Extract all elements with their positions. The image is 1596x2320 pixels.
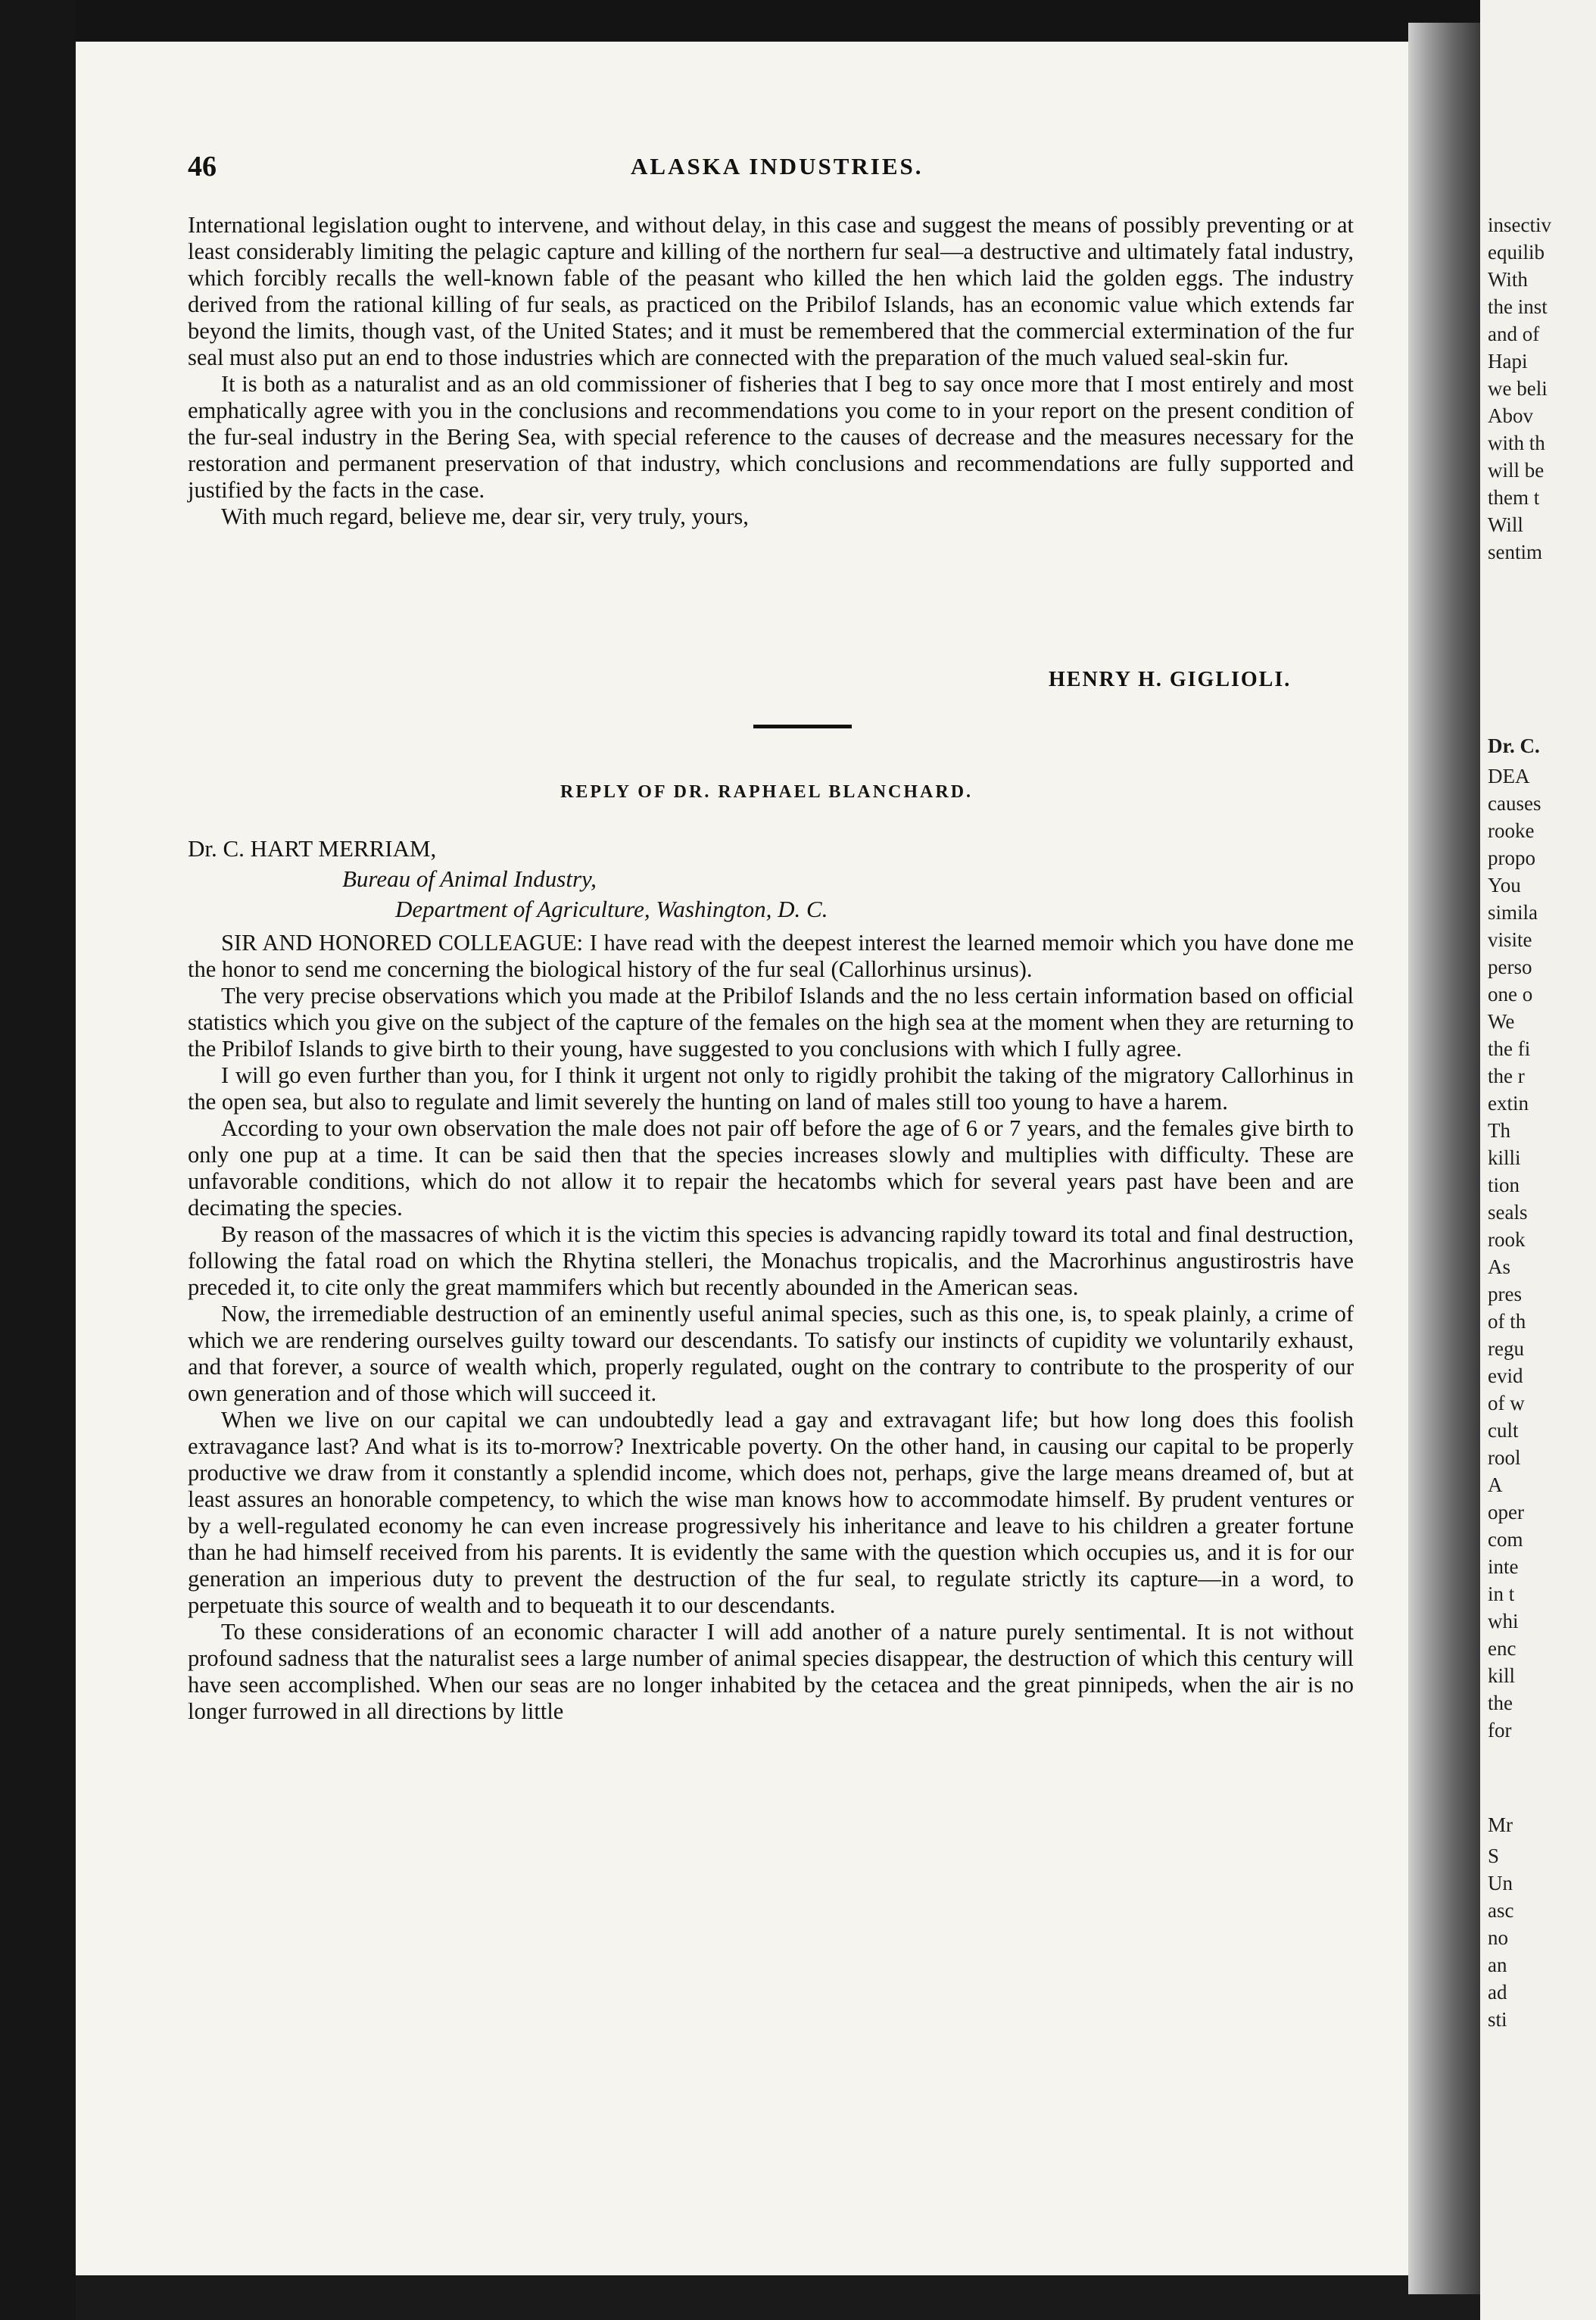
adjacent-line: extin: [1488, 1092, 1529, 1115]
adjacent-line: We: [1488, 1010, 1515, 1033]
adjacent-line: simila: [1488, 901, 1538, 924]
addressee-name: Dr. C. HART MERRIAM,: [188, 835, 437, 862]
adjacent-line: cult: [1488, 1419, 1519, 1442]
adjacent-line: regu: [1488, 1337, 1524, 1360]
reply-paragraph: According to your own observation the male does not pair off before the age of 6 or 7 years, and the females give birth to only one pup at a time. It can be said then that the species increases slowly and multiplies with difficulty. These are unfavorable conditions, which do not allow it to repair the hecatombs which for several years past have been and are decimating the species.: [188, 1115, 1354, 1221]
adjacent-line: With: [1488, 268, 1528, 291]
adjacent-line: the fi: [1488, 1037, 1531, 1060]
adjacent-line: enc: [1488, 1637, 1517, 1660]
adjacent-line: one o: [1488, 983, 1533, 1006]
adjacent-line: rook: [1488, 1228, 1526, 1251]
adjacent-line: and of: [1488, 323, 1540, 345]
letter1-closing: With much regard, believe me, dear sir, very truly, yours,: [221, 504, 749, 529]
letter1-body: [188, 212, 1354, 530]
adjacent-line: Abov: [1488, 404, 1533, 427]
adjacent-line: rooke: [1488, 819, 1535, 842]
adjacent-line: no: [1488, 1926, 1508, 1949]
adjacent-page-fragment: [1480, 0, 1596, 2320]
adjacent-line: visite: [1488, 928, 1532, 951]
addressee-department: [395, 896, 828, 923]
reply-title: REPLY OF DR. RAPHAEL BLANCHARD.: [560, 782, 974, 802]
adjacent-line: the inst: [1488, 295, 1548, 318]
adjacent-line: oper: [1488, 1501, 1524, 1523]
adjacent-line: sentim: [1488, 541, 1542, 563]
adjacent-line: for: [1488, 1719, 1512, 1742]
adjacent-line: perso: [1488, 956, 1532, 978]
adjacent-line: Hapi: [1488, 350, 1528, 373]
adjacent-line: killi: [1488, 1146, 1521, 1169]
scan-border-left: [0, 0, 76, 2320]
reply-body: [188, 930, 1354, 1725]
adjacent-line: propo: [1488, 847, 1535, 869]
adjacent-line: of w: [1488, 1392, 1525, 1414]
reply-paragraph: To these considerations of an economic character I will add another of a nature purely sentimental. It is not without profound sadness that the naturalist sees a large number of animal species disappear, the destruction of which this century will have seen accomplished. When our seas are no longer inhabited by the cetacea and the great pinnipeds, when the air is no longer furrowed in all directions by little: [188, 1619, 1354, 1724]
adjacent-line: with th: [1488, 432, 1545, 454]
adjacent-line: of th: [1488, 1310, 1526, 1333]
signature: HENRY H. GIGLIOLI.: [1049, 668, 1292, 691]
adjacent-line: the: [1488, 1692, 1513, 1714]
adjacent-line: You: [1488, 874, 1521, 897]
adjacent-line: equilib: [1488, 241, 1545, 263]
section-divider: [753, 725, 852, 728]
adjacent-line: S: [1488, 1844, 1500, 1867]
adjacent-line: kill: [1488, 1664, 1516, 1687]
letter1-paragraph: It is both as a naturalist and as an old commissioner of fisheries that I beg to say once more that I most entirely and most emphatically agree with you in the conclusions and recommendations you come to in your report on the present condition of the fur-seal industry in the Bering Sea, with special reference to the causes of decrease and the measures necessary for the restoration and permanent preservation of that industry, which conclusions and recommendations are fully supported and justified by the facts in the case.: [188, 371, 1354, 503]
adjacent-line: Mr: [1488, 1813, 1513, 1836]
adjacent-line: DEA: [1488, 765, 1530, 787]
adjacent-line: tion: [1488, 1174, 1520, 1196]
adjacent-line: an: [1488, 1954, 1507, 1976]
adjacent-line: Will: [1488, 513, 1523, 536]
adjacent-line: will be: [1488, 459, 1545, 482]
adjacent-line: them t: [1488, 486, 1540, 509]
reply-paragraph: By reason of the massacres of which it is the victim this species is advancing rapidly toward its total and final destruction, following the fatal road on which the Rhytina stelleri, the Monachus tropicalis, and the Macrorhinus angustirostris have preceded it, to cite only the great mammifers which but recently abounded in the American seas.: [188, 1221, 1354, 1300]
adjacent-line: insectiv: [1488, 214, 1551, 236]
adjacent-line: in t: [1488, 1583, 1515, 1605]
addressee-department-text: Department of Agriculture, Washington, D. C.: [395, 896, 828, 922]
addressee-bureau: [342, 865, 597, 893]
adjacent-line: seals: [1488, 1201, 1528, 1224]
running-head: ALASKA INDUSTRIES.: [631, 153, 924, 179]
reply-paragraph: The very precise observations which you made at the Pribilof Islands and the no less certain information based on official statistics which you give on the subject of the capture of the females on the high sea at the moment when they are returning to the Pribilof Islands to give birth to their young, have suggested to you conclusions with which I fully agree.: [188, 983, 1354, 1062]
letter1-paragraph: International legislation ought to intervene, and without delay, in this case and suggest the means of possibly preventing or at least considerably limiting the pelagic capture and killing of the northern fur seal—a destructive and ultimately fatal industry, which forcibly recalls the well-known fable of the peasant who killed the hen which laid the golden eggs. The industry derived from the rational killing of fur seals, as practiced on the Pribilof Islands, has an economic value which extends far beyond the limits, though vast, of the United States; and it must be remembered that the commercial extermination of the fur seal must also put an end to those industries which are connected with the preparation of the much valued seal-skin fur.: [188, 212, 1354, 370]
adjacent-line: Un: [1488, 1872, 1513, 1894]
adjacent-line: As: [1488, 1255, 1511, 1278]
scan-border-top: [0, 0, 1596, 42]
adjacent-line: the r: [1488, 1065, 1525, 1087]
adjacent-line: inte: [1488, 1555, 1519, 1578]
page-header: [188, 150, 1354, 183]
adjacent-line: we beli: [1488, 377, 1548, 400]
adjacent-line: Th: [1488, 1119, 1510, 1142]
addressee-bureau-text: Bureau of Animal Industry,: [342, 865, 597, 892]
adjacent-line: asc: [1488, 1899, 1514, 1922]
book-gutter: [1408, 23, 1480, 2294]
adjacent-line: sti: [1488, 2008, 1507, 2031]
adjacent-line: causes: [1488, 792, 1541, 815]
adjacent-line: rool: [1488, 1446, 1521, 1469]
adjacent-line: A: [1488, 1473, 1503, 1496]
adjacent-line: ad: [1488, 1981, 1507, 2003]
adjacent-line: whi: [1488, 1610, 1519, 1632]
page-number: 46: [188, 151, 217, 182]
adjacent-line: com: [1488, 1528, 1523, 1551]
reply-paragraph: SIR AND HONORED COLLEAGUE: I have read with the deepest interest the learned memoir which you have done me the honor to send me concerning the biological history of the fur seal (Callorhinus ursinus).: [188, 930, 1354, 982]
adjacent-line: Dr. C.: [1488, 734, 1540, 757]
adjacent-line: pres: [1488, 1283, 1522, 1305]
reply-paragraph: When we live on our capital we can undoubtedly lead a gay and extravagant life; but how long does this foolish extravagance last? And what is its to-morrow? Inextricable poverty. On the other hand, in causing our capital to be properly productive we draw from it constantly a splendid income, which does not, perhaps, give the large means dreamed of, but at least assures an honorable competency, to which the wise man knows how to accommodate himself. By prudent ventures or by a well-regulated economy he can even increase progressively his inheritance and leave to his children a greater fortune than he had himself received from his parents. It is evidently the same with the question which occupies us, and it is for our generation an imperious duty to prevent the destruction of the fur seal, to regulate strictly its capture—in a word, to perpetuate this source of wealth and to bequeath it to our descendants.: [188, 1407, 1354, 1618]
reply-paragraph: I will go even further than you, for I think it urgent not only to rigidly prohibit the taking of the migratory Callorhinus in the open sea, but also to regulate and limit severely the hunting on land of males still too young to have a harem.: [188, 1062, 1354, 1115]
reply-paragraph: Now, the irremediable destruction of an eminently useful animal species, such as this one, is, to speak plainly, a crime of which we are rendering ourselves guilty toward our descendants. To satisfy our instincts of cupidity we voluntarily exhaust, and that forever, a source of wealth which, properly regulated, ought on the contrary to contribute to the prosperity of our own generation and of those which will succeed it.: [188, 1301, 1354, 1406]
adjacent-line: evid: [1488, 1364, 1523, 1387]
